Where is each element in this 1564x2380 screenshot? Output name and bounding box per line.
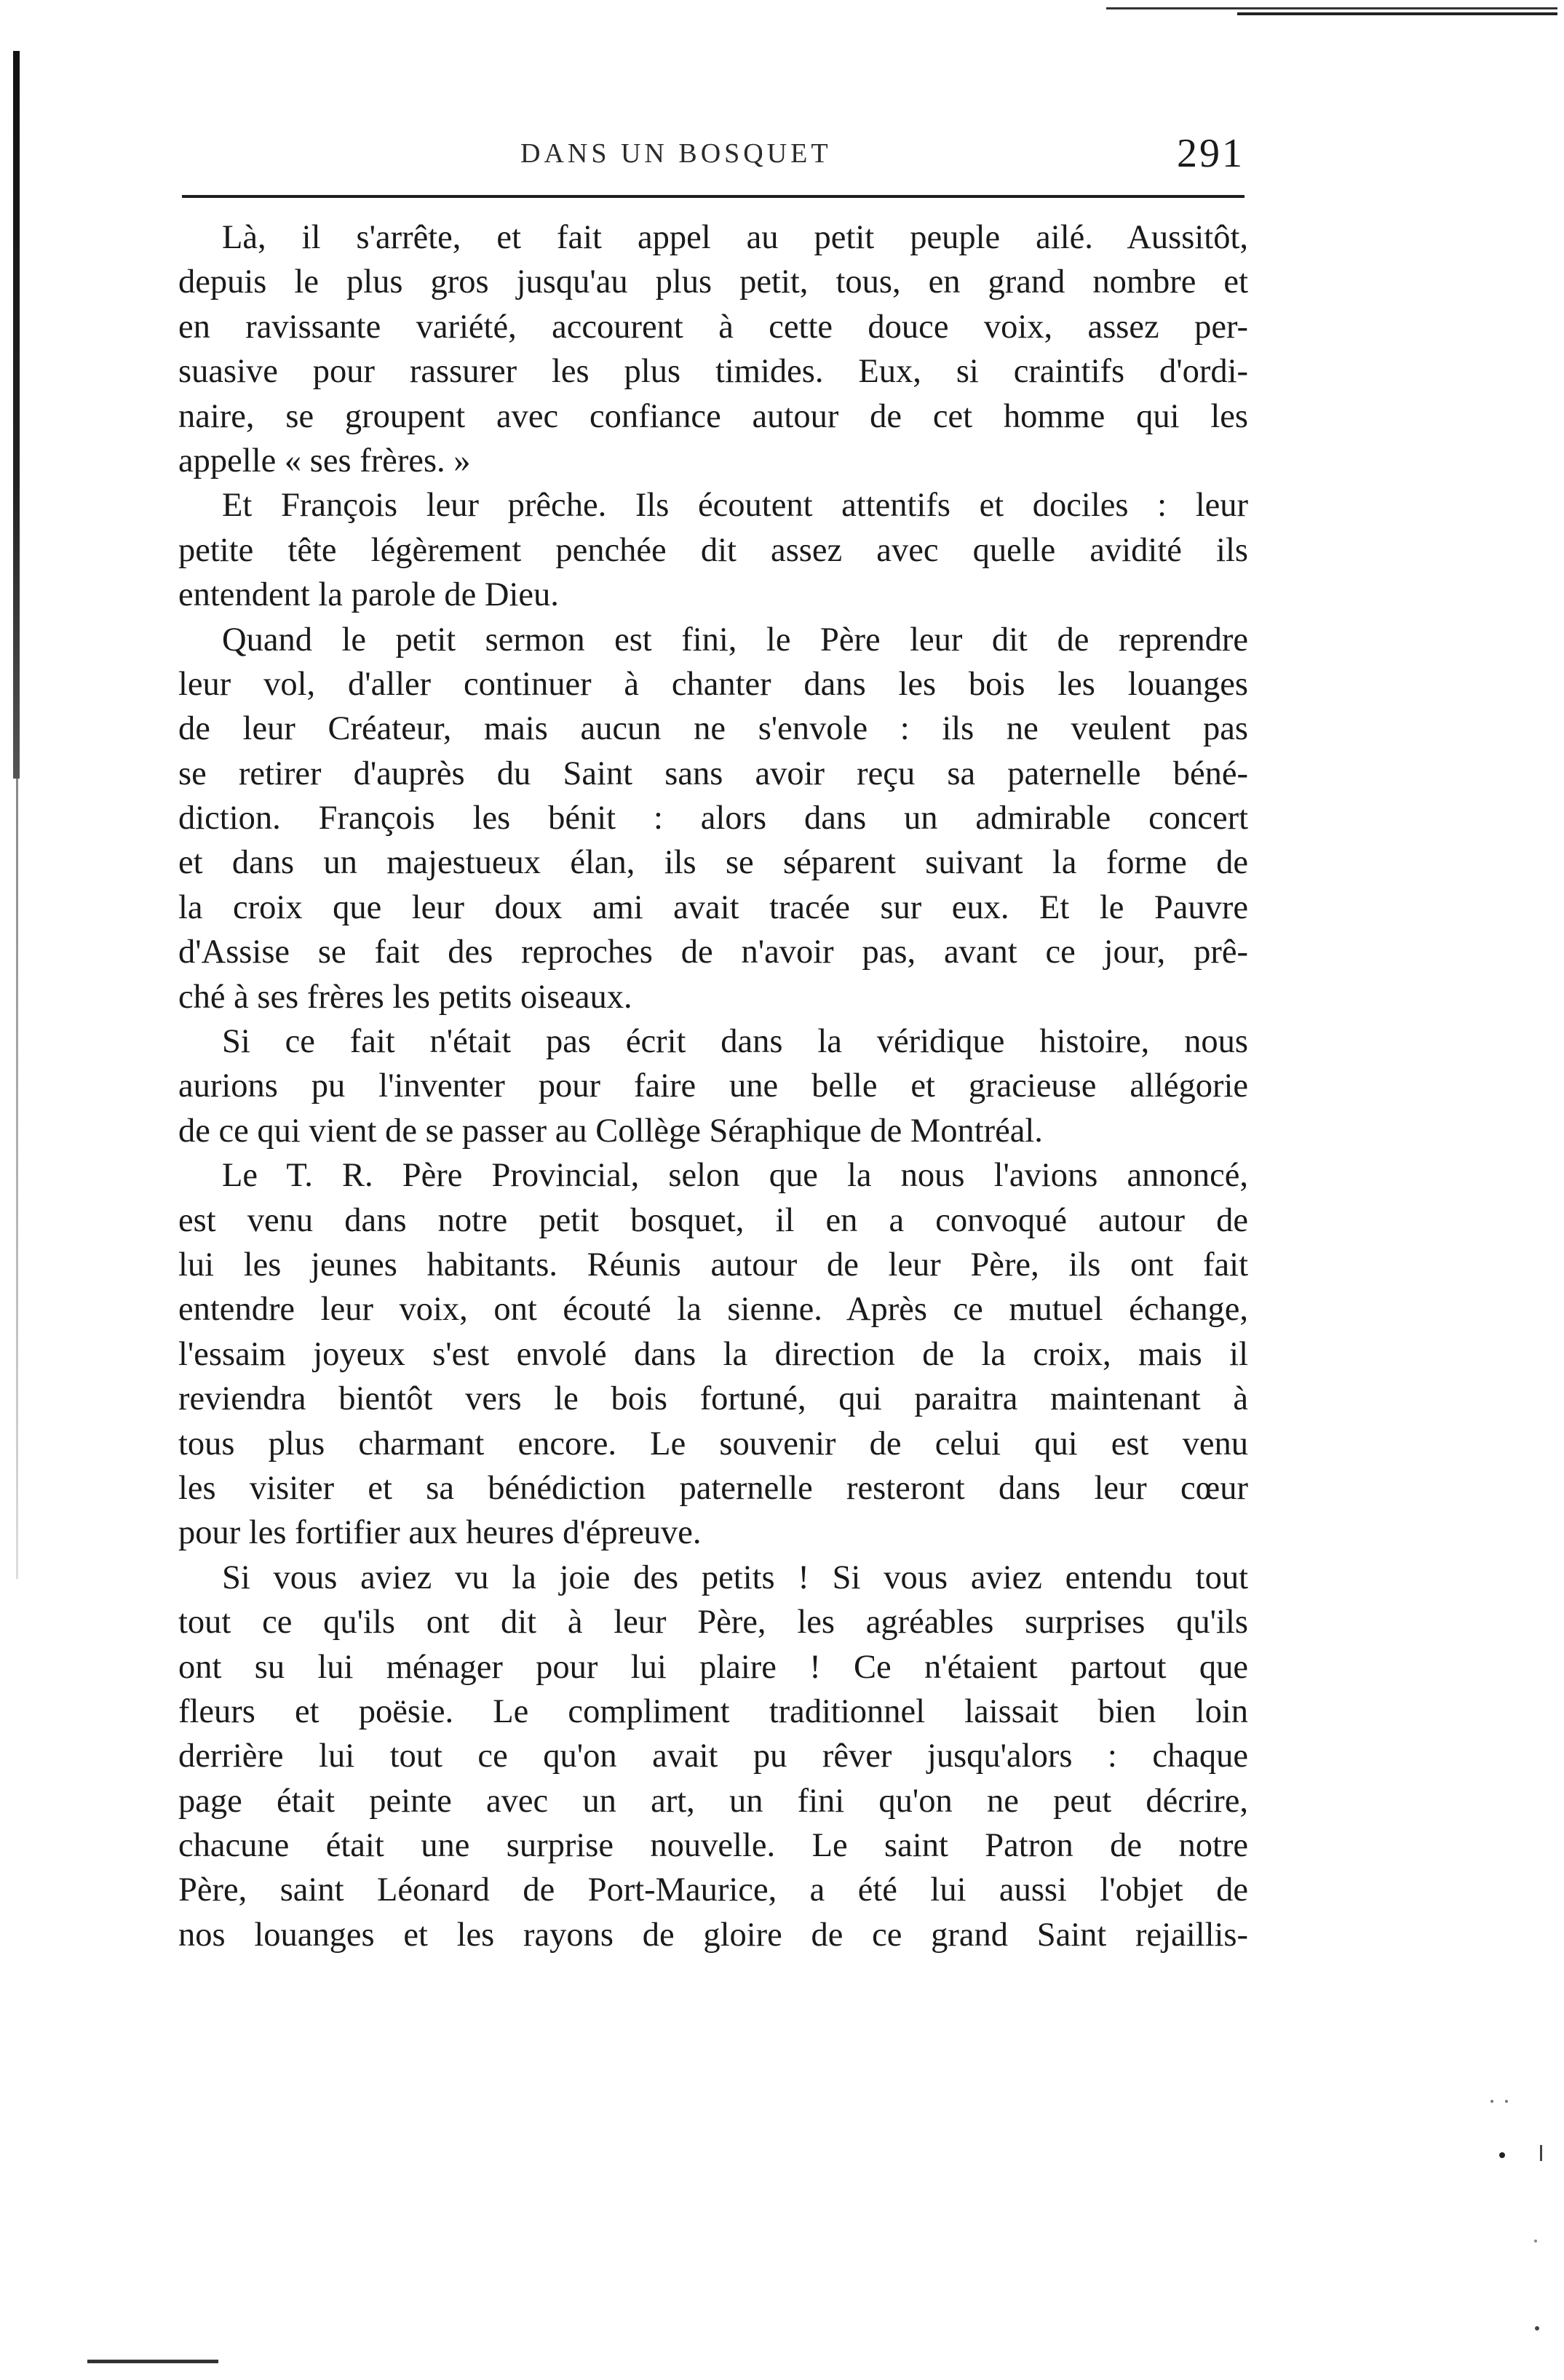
text-line: les visiter et sa bénédiction paternelle resteront dans leur cœur: [178, 1469, 1248, 1507]
text-line: aurions pu l'inventer pour faire une belle et gracieuse allégorie: [178, 1067, 1248, 1105]
text-line: en ravissante variété, accourent à cette douce voix, assez per-: [178, 308, 1248, 346]
text-line: l'essaim joyeux s'est envolé dans la direction de la croix, mais il: [178, 1335, 1248, 1373]
text-line: lui les jeunes habitants. Réunis autour de leur Père, ils ont fait: [178, 1246, 1248, 1283]
text-line: ché à ses frères les petits oiseaux.: [178, 978, 632, 1016]
text-line: chacune était une surprise nouvelle. Le saint Patron de notre: [178, 1827, 1248, 1865]
running-head: [182, 127, 1245, 186]
text-line: ont su lui ménager pour lui plaire ! Ce n'étaient partout que: [178, 1648, 1248, 1686]
text-line: de ce qui vient de se passer au Collège Séraphique de Montréal.: [178, 1112, 1043, 1150]
text-line: de leur Créateur, mais aucun ne s'envole : ils ne veulent pas: [178, 710, 1248, 748]
text-line: leur vol, d'aller continuer à chanter dans les bois les louanges: [178, 665, 1248, 703]
text-line: tout ce qu'ils ont dit à leur Père, les agréables surprises qu'ils: [178, 1604, 1248, 1641]
text-line: fleurs et poësie. Le compliment traditionnel laissait bien loin: [178, 1692, 1248, 1730]
text-line: depuis le plus gros jusqu'au plus petit, tous, en grand nombre et: [178, 263, 1248, 301]
header-rule: [182, 195, 1245, 198]
text-line: Quand le petit sermon est fini, le Père leur dit de reprendre: [222, 621, 1248, 658]
text-line: appelle « ses frères. »: [178, 442, 471, 479]
scan-edge-line-thick: [1237, 12, 1557, 15]
text-line: entendre leur voix, ont écouté la sienne. Après ce mutuel échange,: [178, 1291, 1248, 1329]
page-number: 291: [1177, 131, 1245, 176]
text-line: petite tête légèrement penchée dit assez avec quelle avidité ils: [178, 531, 1248, 569]
scan-bottom-mark: [87, 2360, 218, 2363]
scan-edge-line: [1106, 7, 1557, 9]
running-head-title: DANS UN BOSQUET: [520, 138, 832, 169]
text-line: est venu dans notre petit bosquet, il en a convoqué autour de: [178, 1201, 1248, 1239]
text-line: Si vous aviez vu la joie des petits ! Si vous aviez entendu tout: [222, 1559, 1248, 1596]
text-line: se retirer d'auprès du Saint sans avoir reçu sa paternelle béné-: [178, 755, 1248, 792]
text-line: pour les fortifier aux heures d'épreuve.: [178, 1514, 702, 1552]
text-line: diction. François les bénit : alors dans un admirable concert: [178, 800, 1248, 837]
body-text: [178, 215, 1248, 1957]
text-line: naire, se groupent avec confiance autour de cet homme qui les: [178, 397, 1248, 435]
text-line: Si ce fait n'était pas écrit dans la véridique histoire, nous: [222, 1023, 1248, 1061]
binding-shadow-faint: [16, 779, 18, 1579]
text-line: suasive pour rassurer les plus timides. Eux, si craintifs d'ordi-: [178, 353, 1248, 391]
text-line: et dans un majestueux élan, ils se séparent suivant la forme de: [178, 844, 1248, 882]
scan-specks: [1485, 2096, 1550, 2350]
text-line: derrière lui tout ce qu'on avait pu rêver jusqu'alors : chaque: [178, 1738, 1248, 1775]
text-line: tous plus charmant encore. Le souvenir de celui qui est venu: [178, 1425, 1248, 1462]
text-line: nos louanges et les rayons de gloire de ce grand Saint rejaillis-: [178, 1916, 1248, 1954]
text-line: d'Assise se fait des reproches de n'avoir pas, avant ce jour, prê-: [178, 934, 1248, 971]
text-line: Le T. R. Père Provincial, selon que la nous l'avions annoncé,: [222, 1157, 1248, 1195]
text-line: entendent la parole de Dieu.: [178, 576, 559, 614]
text-line: Et François leur prêche. Ils écoutent attentifs et dociles : leur: [222, 487, 1248, 525]
text-line: la croix que leur doux ami avait tracée sur eux. Et le Pauvre: [178, 888, 1248, 926]
text-line: page était peinte avec un art, un fini qu'on ne peut décrire,: [178, 1782, 1248, 1820]
text-line: Là, il s'arrête, et fait appel au petit peuple ailé. Aussitôt,: [222, 219, 1248, 256]
binding-shadow: [13, 51, 20, 779]
text-line: Père, saint Léonard de Port-Maurice, a été lui aussi l'objet de: [178, 1871, 1248, 1909]
text-line: reviendra bientôt vers le bois fortuné, qui paraitra maintenant à: [178, 1380, 1248, 1418]
